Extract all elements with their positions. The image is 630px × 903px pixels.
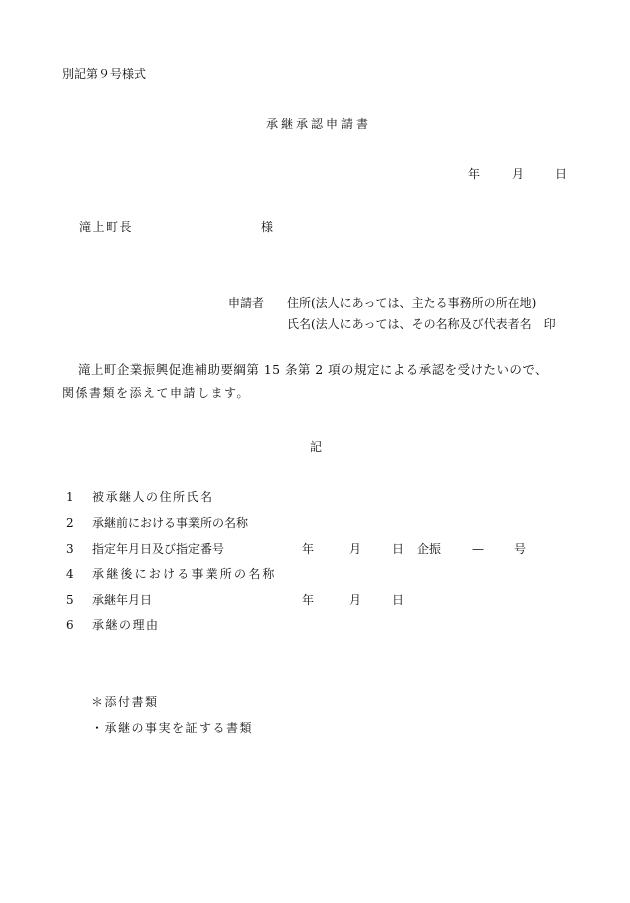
attachments-heading: ＊添付書類 — [91, 695, 159, 709]
item-label: 承継前における事業所の名称 — [92, 516, 249, 530]
addressee-name: 滝上町長 — [79, 220, 134, 234]
form-number: 別記第９号様式 — [62, 67, 147, 81]
item-month: 月 — [349, 593, 362, 607]
item-number: 4 — [66, 567, 74, 581]
item-label: 承継の理由 — [92, 618, 160, 632]
item-number: 6 — [66, 618, 74, 632]
item-label: 承継年月日 — [92, 593, 153, 607]
item-number: 2 — [66, 516, 74, 530]
body-text-line1: 滝上町企業振興促進補助要綱第 15 条第 2 項の規定による承認を受けたいので、 — [78, 362, 549, 377]
addressee-honorific: 様 — [261, 220, 274, 234]
designation-dash: — — [472, 542, 484, 556]
item-number: 3 — [66, 542, 74, 556]
applicant-label: 申請者 — [228, 296, 265, 310]
ki-heading: 記 — [310, 440, 323, 454]
document-title: 承継承認申請書 — [266, 117, 372, 131]
designation-prefix: 企振 — [417, 542, 442, 556]
item-month: 月 — [349, 542, 362, 556]
item-year: 年 — [302, 542, 315, 556]
item-label: 指定年月日及び指定番号 — [92, 542, 225, 556]
item-day: 日 — [392, 593, 405, 607]
item-label: 承継後における事業所の名称 — [92, 567, 277, 581]
body-text-line2: 関係書類を添えて申請します。 — [62, 386, 251, 400]
item-year: 年 — [302, 593, 315, 607]
date-year: 年 — [468, 167, 481, 181]
applicant-address: 住所(法人にあっては、主たる事務所の所在地) — [287, 296, 537, 310]
item-number: 5 — [66, 593, 74, 607]
designation-suffix: 号 — [514, 542, 527, 556]
attachments-item: ・承継の事実を証する書類 — [91, 721, 254, 735]
date-day: 日 — [555, 167, 568, 181]
item-number: 1 — [66, 490, 74, 504]
applicant-name: 氏名(法人にあっては、その名称及び代表者名 印 — [287, 317, 556, 331]
item-day: 日 — [392, 542, 405, 556]
date-month: 月 — [512, 167, 525, 181]
item-label: 被承継人の住所氏名 — [92, 490, 214, 504]
